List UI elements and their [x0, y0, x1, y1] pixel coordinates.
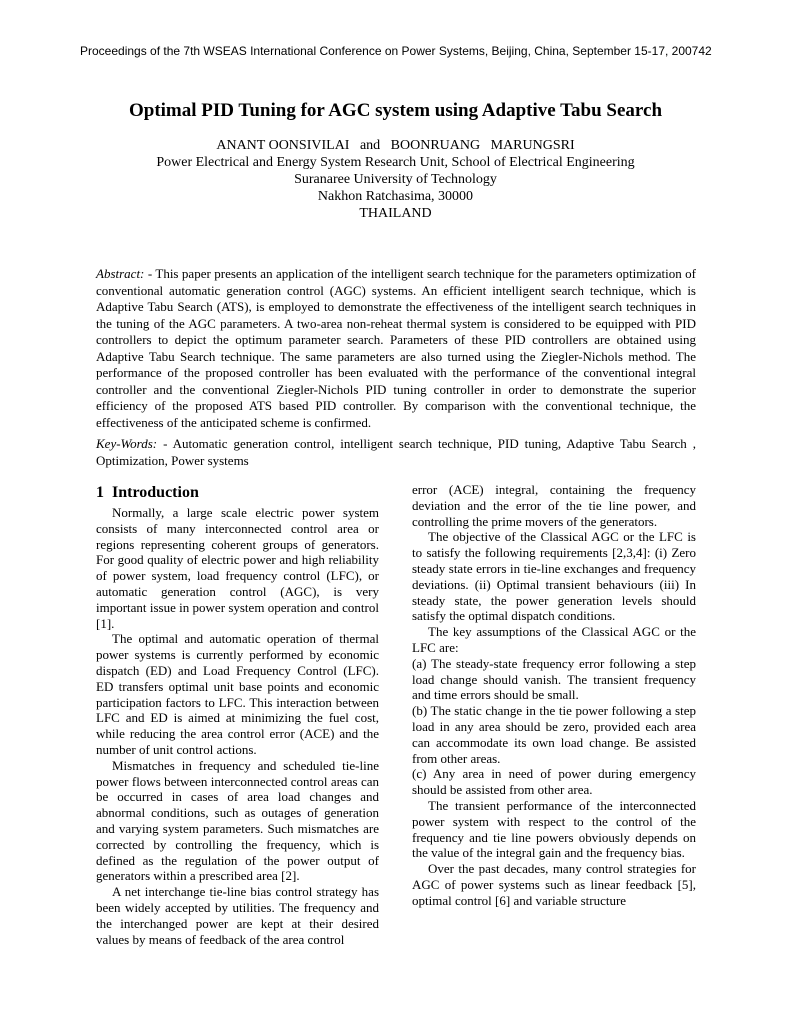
paper-title: Optimal PID Tuning for AGC system using Adaptive Tabu Search — [128, 100, 663, 121]
assumption-item: (b) The static change in the tie power following a step load in any area should be zero, provided each area can accommodate its own load change. Be assisted from other areas. — [412, 703, 696, 766]
intro-paragraph-continued: error (ACE) integral, containing the frequency deviation and the error of the tie line power, and controlling the prime movers of the generators. — [412, 482, 696, 529]
proceedings-citation: Proceedings of the 7th WSEAS International Conference on Power Systems, Beijing, China, September 15-17, 2007 — [80, 44, 699, 58]
intro-paragraph: Normally, a large scale electric power system consists of many interconnected control area or regions representing coherent groups of generators. For good quality of electric power and high reliability of power system, load frequency control (LFC), or automatic generation control (AGC), is very important issue in power system operation and control [1]. — [96, 505, 379, 631]
section-title: Introduction — [112, 484, 199, 501]
affiliation-line-2: Suranaree University of Technology — [294, 172, 497, 187]
intro-paragraph: The key assumptions of the Classical AGC or the LFC are: — [412, 624, 696, 655]
affiliation-line-1: Power Electrical and Energy System Research Unit, School of Electrical Engineering — [156, 155, 635, 170]
keywords-text: - Automatic generation control, intelligent search technique, PID tuning, Adaptive Tabu Search , Optimization, Power systems — [96, 436, 696, 468]
keywords — [96, 436, 696, 469]
affiliation-line-3: Nakhon Ratchasima, 30000 — [317, 189, 474, 204]
intro-paragraph: Over the past decades, many control strategies for AGC of power systems such as linear feedback [5], optimal control [6] and variable structure — [412, 861, 696, 908]
keywords-label: Key-Words: — [96, 436, 158, 451]
section-number: 1 — [96, 484, 104, 501]
intro-paragraph: The optimal and automatic operation of thermal power systems is currently performed by economic dispatch (ED) and Load Frequency Control (LFC). ED transfers optimal unit base points and economic participation factors to LFC. This interaction between LFC and ED is aimed at minimizing the fuel cost, while reducing the area control error (ACE) and the number of unit control actions. — [96, 631, 379, 757]
page-number: 42 — [698, 44, 712, 58]
intro-paragraph: The transient performance of the interconnected power system with respect to the control of the frequency and tie line powers obviously depends on the value of the integral gain and the frequency bias. — [412, 797, 696, 861]
abstract-text: - This paper presents an application of the intelligent search technique for the parameters optimization of conventional automatic generation control (AGC) systems. An efficient intelligent search technique, which is Adaptive Tabu Search (ATS), is employed to demonstrate the effectiveness of the intelligent search techniques in the tuning of the AGC parameters. A two-area non-reheat thermal system is considered to be equipped with PID controllers to depict the optimum parameter search. Parameters of these PID controllers are obtained using Adaptive Tabu Search technique. The same parameters are also turned using the Ziegler-Nichols method. The performance of the proposed controller has been evaluated with the performance of the conventional integral controller and the conventional Ziegler-Nichols PID tuning controller in order to demonstrate the superior efficiency of the proposed ATS based PID controller. By comparison with the conventional technique, the effectiveness of the anticipated scheme is confirmed. — [96, 266, 696, 430]
intro-paragraph: The objective of the Classical AGC or the LFC is to satisfy the following requirements [2,3,4]: (i) Zero steady state errors in tie-line exchanges and frequency deviations. (ii) Optimal transient behaviours (iii) In steady state, the power generation levels should satisfy the optimal dispatch conditions. — [412, 529, 696, 624]
left-column — [96, 483, 379, 947]
abstract — [96, 266, 696, 431]
running-header — [80, 44, 711, 58]
intro-paragraph: A net interchange tie-line bias control strategy has been widely accepted by utilities. The frequency and the interchanged power are kept at their desired values by means of feedback of the area control — [96, 884, 379, 947]
author-block — [0, 137, 791, 222]
affiliation-line-4: THAILAND — [359, 206, 432, 221]
right-column — [412, 482, 696, 909]
abstract-label: Abstract: — [96, 266, 145, 281]
author-names: ANANT OONSIVILAI and BOONRUANG MARUNGSRI — [216, 138, 575, 153]
intro-paragraph: Mismatches in frequency and scheduled tie-line power flows between interconnected control areas can be occurred in cases of area load changes and abnormal conditions, such as outages of generation and varying system parameters. Such mismatches are corrected by controlling the frequency, which is defined as the regulation of the power output of generators within a prescribed area [2]. — [96, 757, 379, 884]
section-heading — [96, 483, 379, 503]
assumption-item: (a) The steady-state frequency error following a step load change should vanish. The transient frequency and time errors should be small. — [412, 655, 696, 703]
assumption-item: (c) Any area in need of power during emergency should be assisted from other area. — [412, 766, 696, 798]
